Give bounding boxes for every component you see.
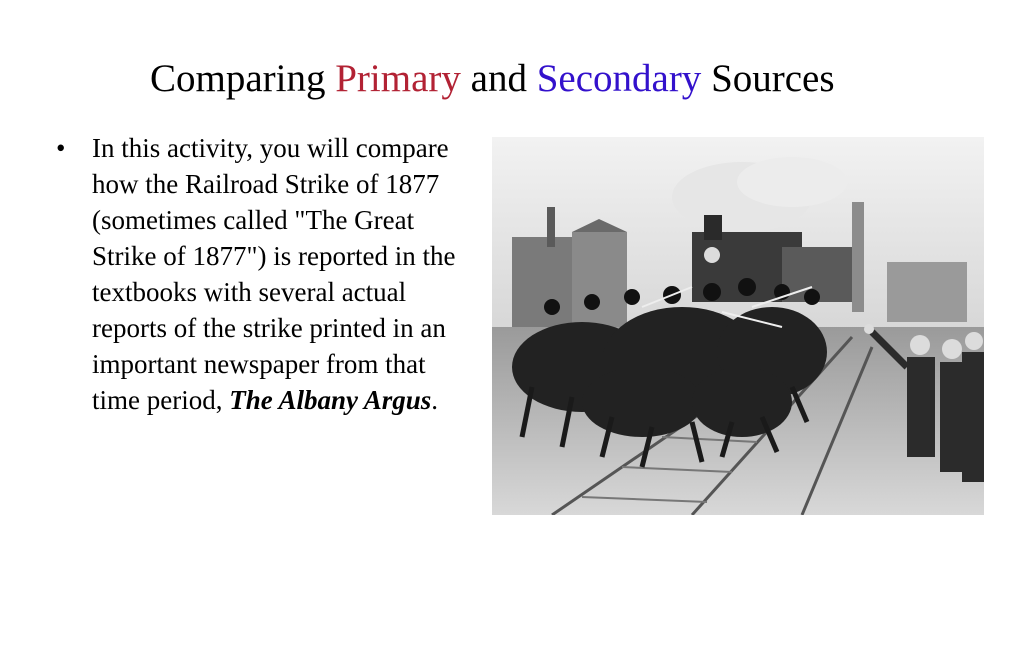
newspaper-name: The Albany Argus <box>229 385 432 415</box>
bullet-text-main: In this activity, you will compare how the Railroad Strike of 1877 (sometimes called "The Great Strike of 1877") is reported in the textbooks with several actual reports of the strike printed in an important newspaper from that time period, <box>92 133 456 415</box>
bullet-list <box>56 130 476 418</box>
bullet-item <box>56 130 476 418</box>
cavalry-charge-image <box>492 137 984 515</box>
title-part3: Sources <box>701 57 835 100</box>
strike-illustration <box>492 137 984 515</box>
bullet-marker: • <box>56 133 66 163</box>
bullet-text-end: . <box>431 385 439 415</box>
title-secondary: Secondary <box>536 57 702 100</box>
bullet-text <box>92 130 472 418</box>
title-part1: Comparing <box>150 57 336 100</box>
title-primary: Primary <box>335 57 461 100</box>
slide-title <box>150 54 835 104</box>
title-part2: and <box>460 57 537 100</box>
